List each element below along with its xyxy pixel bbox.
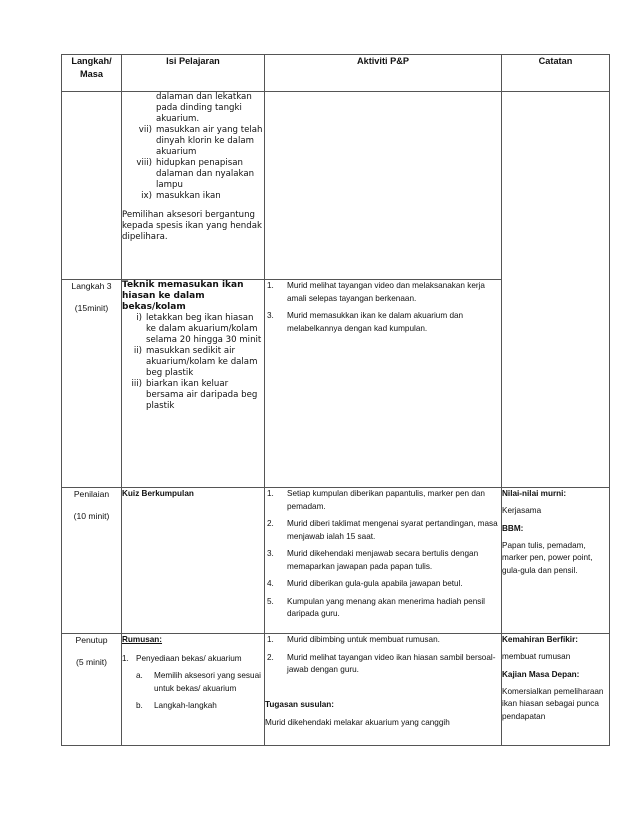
header-aktiviti: Aktiviti P&P [265,55,502,92]
list-item: ii) masukkan sedikit air akuarium/kolam ke dalam beg plastik [133,346,258,378]
list-item: dalaman dan lekatkan pada dinding tangki akuarium. [156,92,252,124]
bbm-title: BBM: [502,524,524,533]
langkah3-label: Langkah 3 [71,281,112,291]
penilaian-time: (10 minit) [73,511,110,521]
penutup-label-cell [62,634,122,746]
cont-langkah-cell [62,92,122,280]
header-catatan: Catatan [502,55,610,92]
header-isi: Isi Pelajaran [122,55,265,92]
lesson-plan-table [61,54,610,746]
nilai-title: Nilai-nilai murni: [502,489,567,498]
list-item: 3. Murid memasukkan ikan ke dalam akuarium dan melabelkannya dengan kad kumpulan. [267,311,464,333]
list-item: a. Memilih aksesori yang sesuai untuk bekas/ akuarium [136,671,261,693]
rumusan-title: Rumusan: [122,635,163,644]
header-langkah: Langkah/ Masa [62,55,122,92]
list-item: vii) masukkan air yang telah dinyah klorin ke dalam akuarium [138,125,263,157]
penilaian-catatan-cell [502,488,610,634]
cont-step-list [122,92,264,202]
cont-isi-cell [122,92,265,280]
penutup-row [62,634,610,746]
penutup-time: (5 minit) [75,657,108,667]
kemahiran-value: membuat rumusan [502,651,571,661]
list-item: 3. Murid dikehendaki menjawab secara bertulis dengan memaparkan jawapan pada papan tulis. [267,549,479,571]
list-item: 1. Murid melihat tayangan video dan melaksanakan kerja amali selepas tayangan berkenaan. [267,281,485,303]
penilaian-title: Kuiz Berkumpulan [122,489,194,498]
kemahiran-title: Kemahiran Berfikir: [502,635,578,644]
continuation-row [62,92,610,280]
list-item: i) letakkan beg ikan hiasan ke dalam akuarium/kolam selama 20 hingga 30 minit [136,313,262,345]
penutup-catatan-cell [502,634,610,746]
list-item: 1. Penyediaan bekas/ akuarium [122,653,242,663]
list-item: 2. Murid diberi taklimat mengenai syarat pertandingan, masa menjawab ialah 15 saat. [267,519,498,541]
accessory-note: Pemilihan aksesori bergantung kepada spesis ikan yang hendak dipelihara. [122,210,262,242]
cont-aktiviti-cell [265,92,502,280]
kajian-title: Kajian Masa Depan: [502,670,580,679]
penilaian-row [62,488,610,634]
penilaian-label-cell [62,488,122,634]
nilai-value: Kerjasama [502,505,542,515]
kajian-value: Komersialkan pemeliharaan ikan hiasan sebagai punca pendapatan [502,686,604,721]
list-item: 1. Setiap kumpulan diberikan papantulis, marker pen dan pemadam. [267,489,485,511]
langkah3-time: (15minit) [74,303,109,313]
list-item: 4. Murid diberikan gula-gula apabila jawapan betul. [267,579,463,588]
penutup-aktiviti-cell [265,634,502,746]
penutup-label: Penutup [75,635,108,645]
list-item: iii) biarkan ikan keluar bersama air daripada beg plastik [131,379,258,411]
list-item: ix) masukkan ikan [141,191,221,201]
penilaian-isi-cell [122,488,265,634]
penilaian-aktiviti-cell [265,488,502,634]
cont-catatan-cell [502,92,610,488]
penilaian-label: Penilaian [73,489,110,499]
header-row [62,55,610,92]
list-item: 5. Kumpulan yang menang akan menerima hadiah pensil daripada guru. [267,596,485,618]
tugasan-title: Tugasan susulan: [265,699,334,709]
langkah3-step-list [112,313,264,412]
langkah3-aktiviti-cell [265,280,502,488]
penutup-isi-cell [122,634,265,746]
langkah3-title: Teknik memasukan ikan hiasan ke dalam bekas/kolam [122,280,244,312]
list-item: 1. Murid dibimbing untuk membuat rumusan. [267,635,440,644]
list-item: viii) hidupkan penapisan dalaman dan nyalakan lampu [136,158,255,190]
list-item: b. Langkah-langkah [136,701,217,710]
tugasan-value: Murid dikehendaki melakar akuarium yang canggih [265,718,450,727]
langkah3-isi-cell [122,280,265,488]
bbm-value: Papan tulis, pemadam, marker pen, power point, gula-gula dan pensil. [502,540,593,575]
list-item: 2. Murid melihat tayangan video ikan hiasan sambil bersoal-jawab dengan guru. [267,652,496,674]
